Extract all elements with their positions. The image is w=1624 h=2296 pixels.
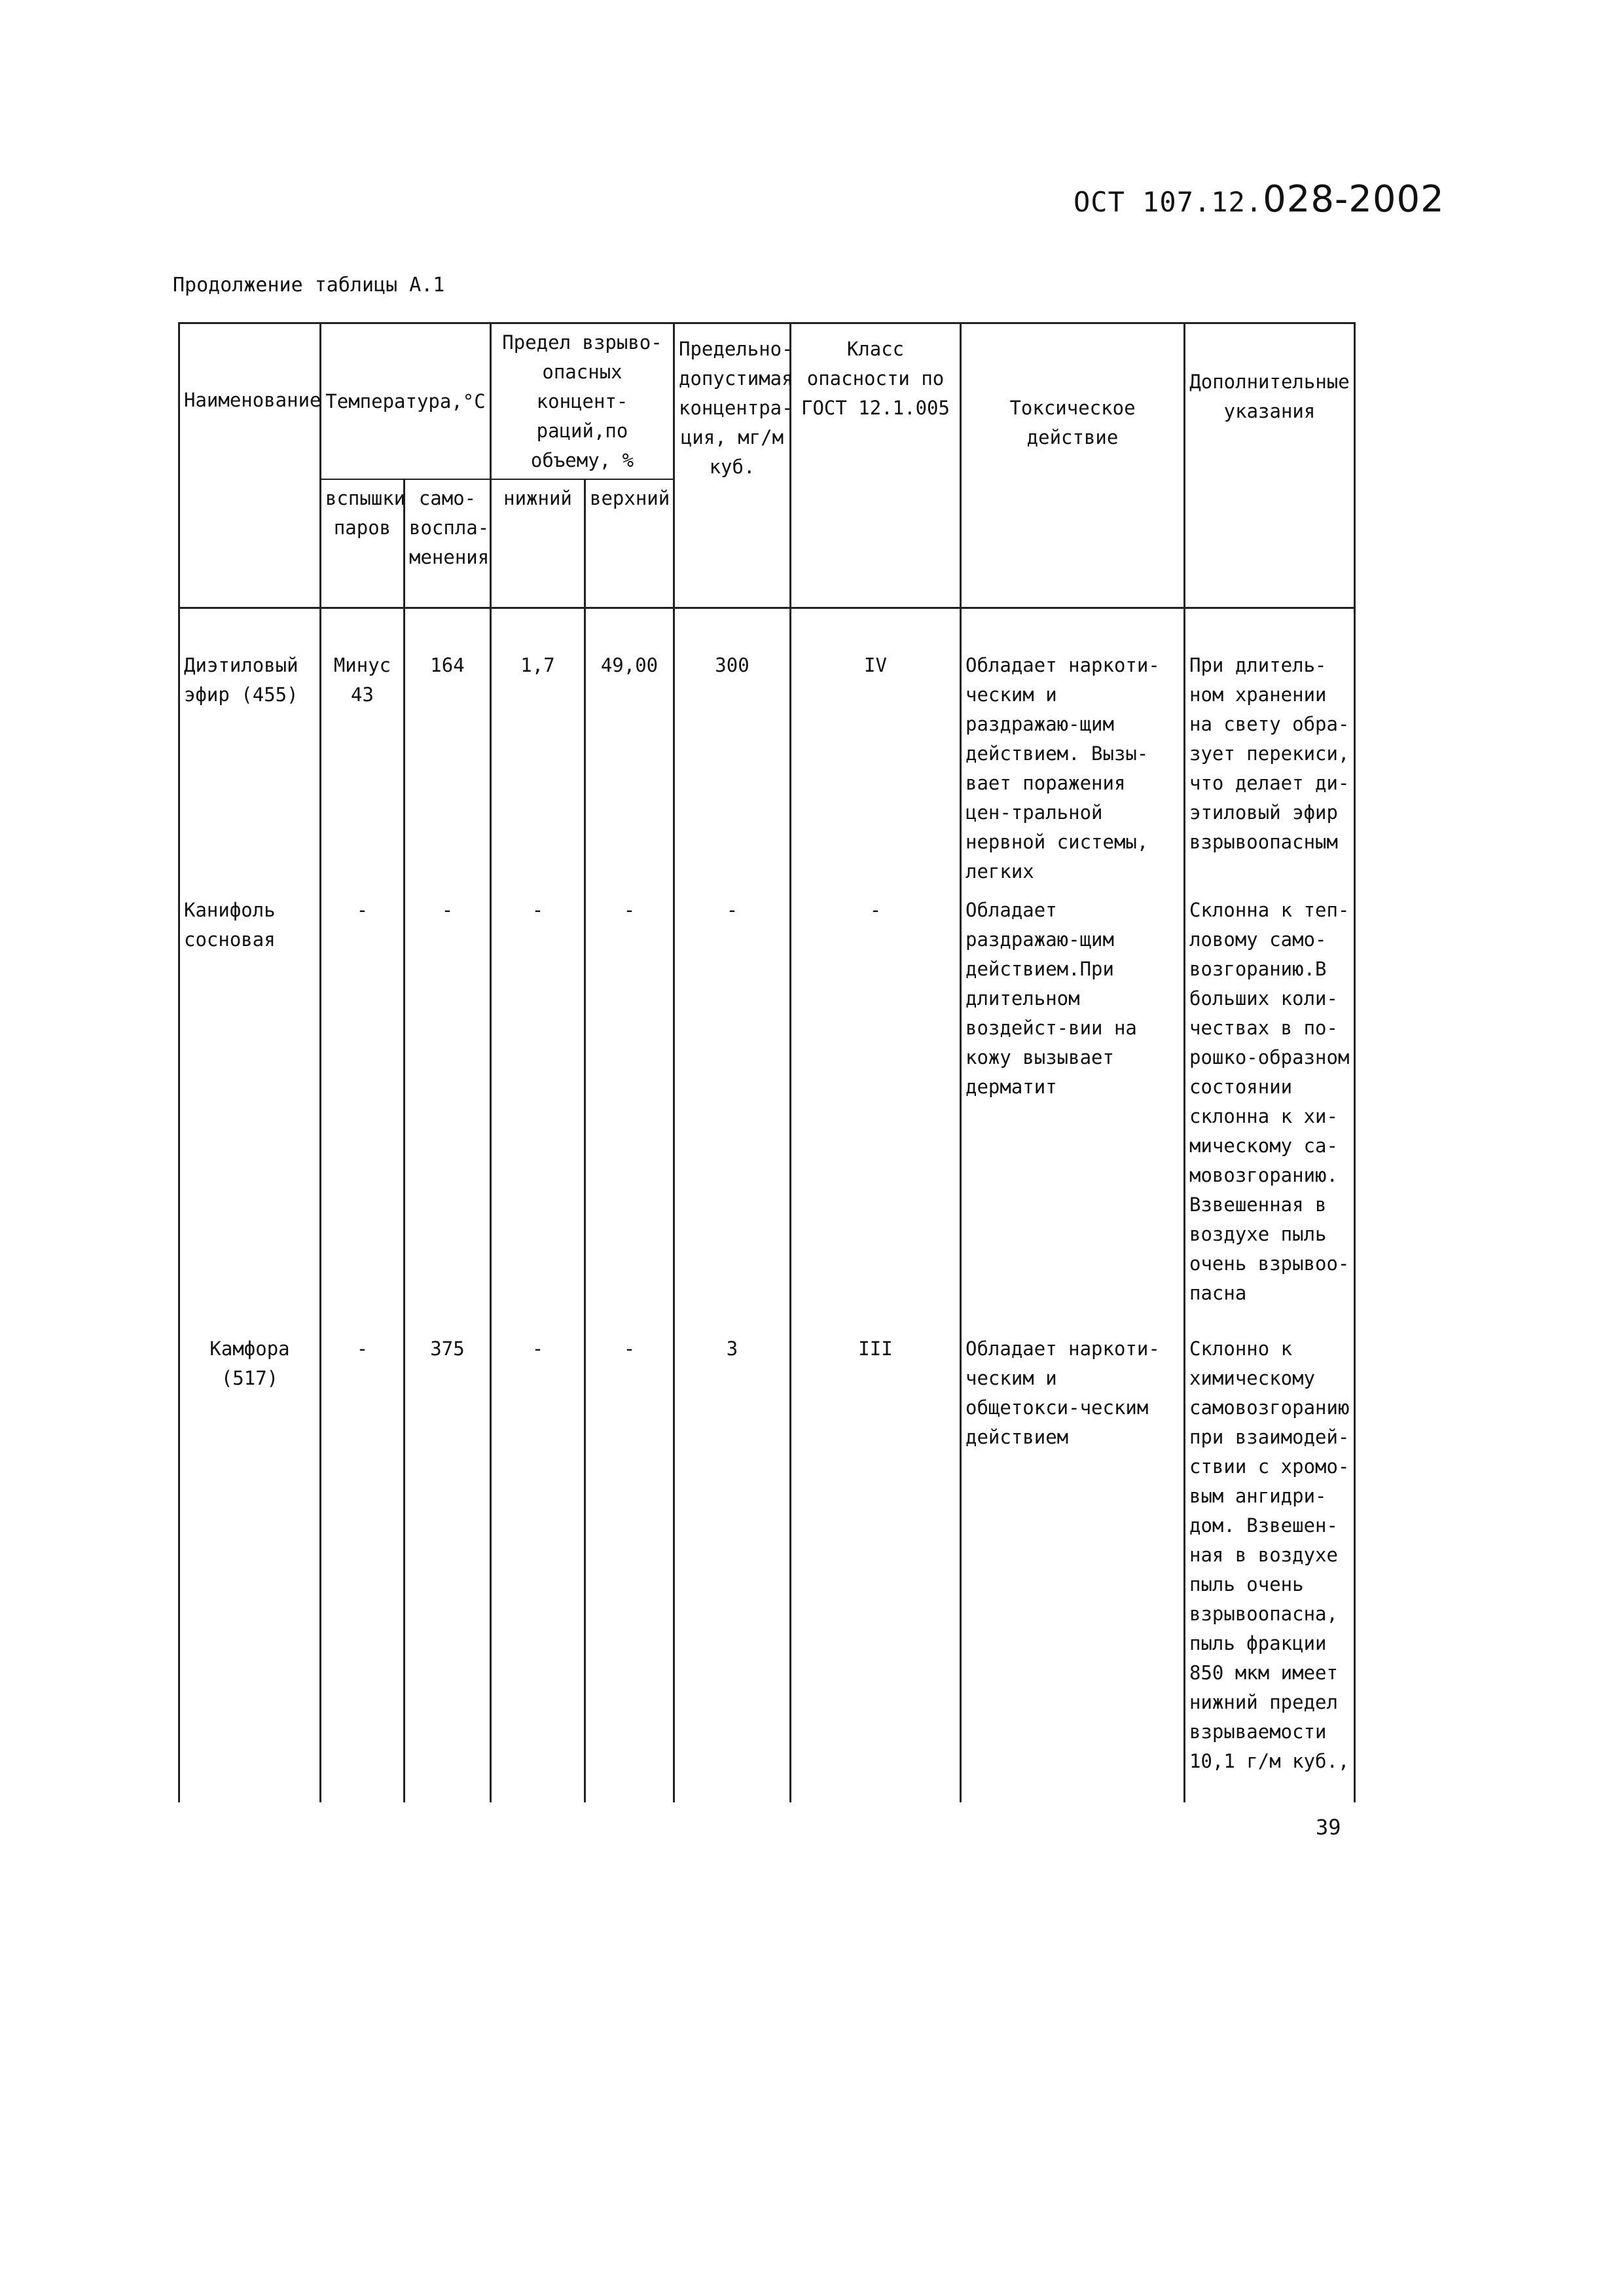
header-notes: Дополнительные указания (1185, 323, 1355, 608)
cell-mac: - (674, 886, 791, 1308)
cell-mac: 3 (674, 1308, 791, 1802)
hazard-table (178, 322, 1356, 1802)
document-code-prefix: ОСТ 107.12. (1074, 186, 1263, 218)
header-lower: нижний (491, 479, 585, 608)
table-row (179, 1308, 1355, 1802)
cell-lower: 1,7 (491, 608, 585, 887)
header-name: Наименование (179, 323, 321, 608)
cell-toxic-effect: Обладает наркоти-ческим и раздражаю-щим действием. Вызы-вает поражения цен-тральной нервной системы, легких (961, 608, 1185, 887)
cell-toxic-effect: Обладает раздражаю-щим действием.При длительном воздейст-вии на кожу вызывает дерматит (961, 886, 1185, 1308)
cell-hazard-class: IV (791, 608, 961, 887)
document-code (1074, 178, 1445, 221)
cell-lower: - (491, 1308, 585, 1802)
cell-notes: При длитель-ном хранении на свету обра-зует перекиси, что делает ди-этиловый эфир взрывоопасным (1185, 608, 1355, 887)
cell-flash: - (321, 1308, 405, 1802)
cell-name: Канифоль сосновая (179, 886, 321, 1308)
page-number: 39 (1316, 1815, 1341, 1840)
cell-name: Камфора (517) (179, 1308, 321, 1802)
cell-autoignition: 164 (405, 608, 491, 887)
cell-flash: - (321, 886, 405, 1308)
cell-hazard-class: III (791, 1308, 961, 1802)
header-flash: вспышки паров (321, 479, 405, 608)
cell-mac: 300 (674, 608, 791, 887)
header-hazard-class: Класс опасности по ГОСТ 12.1.005 (791, 323, 961, 608)
header-upper: верхний (585, 479, 674, 608)
header-temperature: Температура,°С (321, 323, 491, 480)
cell-notes: Склонна к теп-ловому само-возгоранию.В больших коли-чествах в по-рошко-образном состоянии склонна к хи-мическому са-мовозгоранию. Взвешенная в воздухе пыль очень взрывоо-пасна (1185, 886, 1355, 1308)
header-mac: Предельно-допустимая концентра-ция, мг/м куб. (674, 323, 791, 608)
cell-autoignition: - (405, 886, 491, 1308)
cell-autoignition: 375 (405, 1308, 491, 1802)
header-row-1 (179, 323, 1355, 480)
header-autoignition: само-воспла-менения (405, 479, 491, 608)
header-explosion-limit: Предел взрыво-опасных концент-раций,по объему, % (491, 323, 674, 480)
cell-lower: - (491, 886, 585, 1308)
cell-toxic-effect: Обладает наркоти-ческим и общетокси-ческим действием (961, 1308, 1185, 1802)
table-row (179, 886, 1355, 1308)
cell-upper: - (585, 886, 674, 1308)
cell-flash: Минус 43 (321, 608, 405, 887)
table-row (179, 608, 1355, 887)
cell-name: Диэтиловый эфир (455) (179, 608, 321, 887)
continuation-title: Продолжение таблицы А.1 (173, 274, 445, 297)
cell-upper: - (585, 1308, 674, 1802)
cell-hazard-class: - (791, 886, 961, 1308)
cell-upper: 49,00 (585, 608, 674, 887)
header-toxic-effect: Токсическое действие (961, 323, 1185, 608)
cell-notes: Склонно к химическому самовозгоранию при взаимодей-ствии с хромо-вым ангидри-дом. Взвешен-ная в воздухе пыль очень взрывоопасна, пыль фракции 850 мкм имеет нижний предел взрываемости 10,1 г/м куб., (1185, 1308, 1355, 1802)
document-code-number: 028-2002 (1263, 178, 1445, 221)
